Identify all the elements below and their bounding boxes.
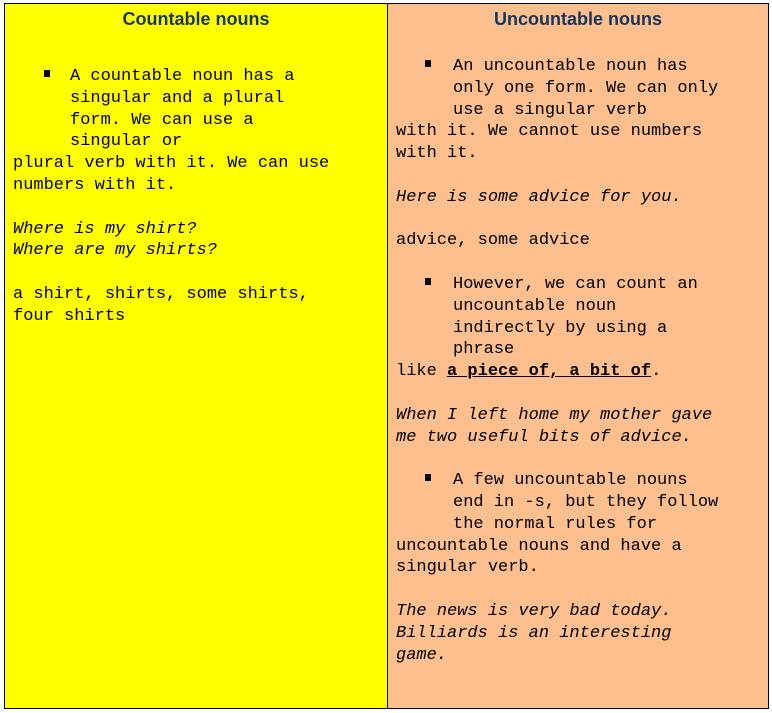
key-phrase: a piece of, a bit of [447,362,652,382]
text-line: only one form. We can only [453,78,719,98]
text-line: the normal rules for [453,514,658,534]
example-sentence: The news is very bad today. [396,601,672,621]
example-sentence: When I left home my mother gave [396,405,713,425]
countable-bullet [13,66,383,153]
text-line: phrase [453,340,515,360]
countable-body [5,31,387,328]
text-line: uncountable noun [453,296,617,316]
example-phrase: a shirt, shirts, some shirts, [13,284,309,304]
example-phrase: advice, some advice [396,231,590,251]
example-sentence: Billiards is an interesting [396,623,672,643]
uncountable-body [388,31,768,666]
text-fragment: like [396,362,448,382]
text-line: However, we can count an [453,274,698,294]
text-line: An uncountable noun has [453,57,688,76]
text-line: with it. [396,144,478,164]
uncountable-bullet-2 [396,274,764,361]
text-line: indirectly by using a [453,318,668,338]
text-line: singular or [70,132,183,152]
text-line: singular and a plural [70,88,285,108]
countable-column [5,4,388,708]
noun-comparison-table [4,3,769,709]
text-line: numbers with it. [13,175,177,195]
example-phrase: four shirts [13,306,126,326]
text-fragment: . [651,362,662,382]
square-bullet-icon [425,60,431,67]
text-line: A few uncountable nouns [453,471,688,491]
square-bullet-icon [425,474,431,481]
uncountable-column [388,4,768,708]
text-line: with it. We cannot use numbers [396,122,703,142]
square-bullet-icon [425,278,431,285]
square-bullet-icon [44,70,50,77]
uncountable-bullet-1 [396,56,764,121]
text-line: singular verb. [396,558,539,578]
text-line: A countable noun has a [70,67,295,86]
example-sentence: Where is my shirt? [13,219,197,239]
text-line: form. We can use a [70,110,254,130]
text-line: plural verb with it. We can use [13,154,330,174]
example-sentence: Where are my shirts? [13,241,218,261]
text-line: end in -s, but they follow [453,492,719,512]
uncountable-bullet-3 [396,470,764,535]
countable-heading: Countable nouns [122,9,270,29]
example-sentence: Here is some advice for you. [396,187,682,207]
text-line [396,361,764,383]
example-sentence: game. [396,645,448,665]
example-sentence: me two useful bits of advice. [396,427,692,447]
text-line: uncountable nouns and have a [396,536,682,556]
text-line: use a singular verb [453,100,647,120]
uncountable-heading: Uncountable nouns [494,9,662,29]
